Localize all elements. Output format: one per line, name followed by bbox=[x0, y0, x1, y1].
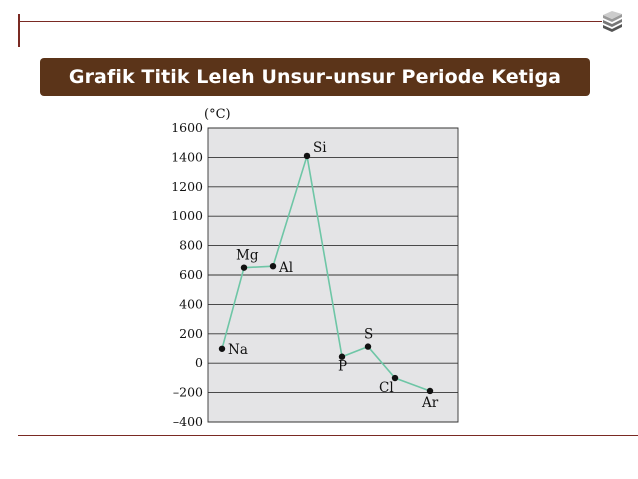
element-label: Cl bbox=[379, 380, 394, 397]
data-point bbox=[304, 153, 310, 159]
bottom-rule bbox=[18, 435, 638, 436]
top-left-rule-vertical bbox=[18, 14, 20, 47]
data-point bbox=[219, 346, 225, 352]
book-stack-icon bbox=[600, 10, 624, 34]
page-title: Grafik Titik Leleh Unsur-unsur Periode Ketiga bbox=[68, 66, 562, 88]
y-tick-label: 1600 bbox=[171, 120, 203, 135]
y-tick-label: 600 bbox=[179, 267, 203, 282]
element-label: Si bbox=[313, 139, 327, 156]
y-tick-label: 400 bbox=[179, 296, 203, 312]
y-tick-label: 0 bbox=[195, 355, 203, 371]
data-point bbox=[427, 388, 433, 394]
y-axis-label: (°C) bbox=[204, 107, 231, 122]
y-tick-label: –400 bbox=[172, 414, 203, 429]
element-label: Al bbox=[279, 260, 294, 277]
y-tick-label: 800 bbox=[179, 237, 203, 253]
data-point bbox=[270, 263, 276, 269]
element-label: Mg bbox=[236, 247, 259, 264]
y-tick-label: 1200 bbox=[171, 178, 203, 194]
y-tick-label: –200 bbox=[172, 384, 203, 400]
element-label: Ar bbox=[422, 394, 439, 411]
data-point bbox=[241, 264, 247, 270]
melting-point-chart bbox=[140, 100, 480, 430]
title-banner bbox=[40, 58, 590, 96]
data-point bbox=[365, 343, 371, 349]
y-tick-label: 200 bbox=[179, 325, 203, 341]
y-tick-label: 1000 bbox=[171, 208, 203, 224]
element-label: S bbox=[364, 326, 374, 343]
element-label: Na bbox=[228, 341, 248, 358]
element-label: P bbox=[338, 358, 348, 375]
y-tick-label: 1400 bbox=[171, 149, 203, 165]
top-rule bbox=[18, 21, 602, 22]
